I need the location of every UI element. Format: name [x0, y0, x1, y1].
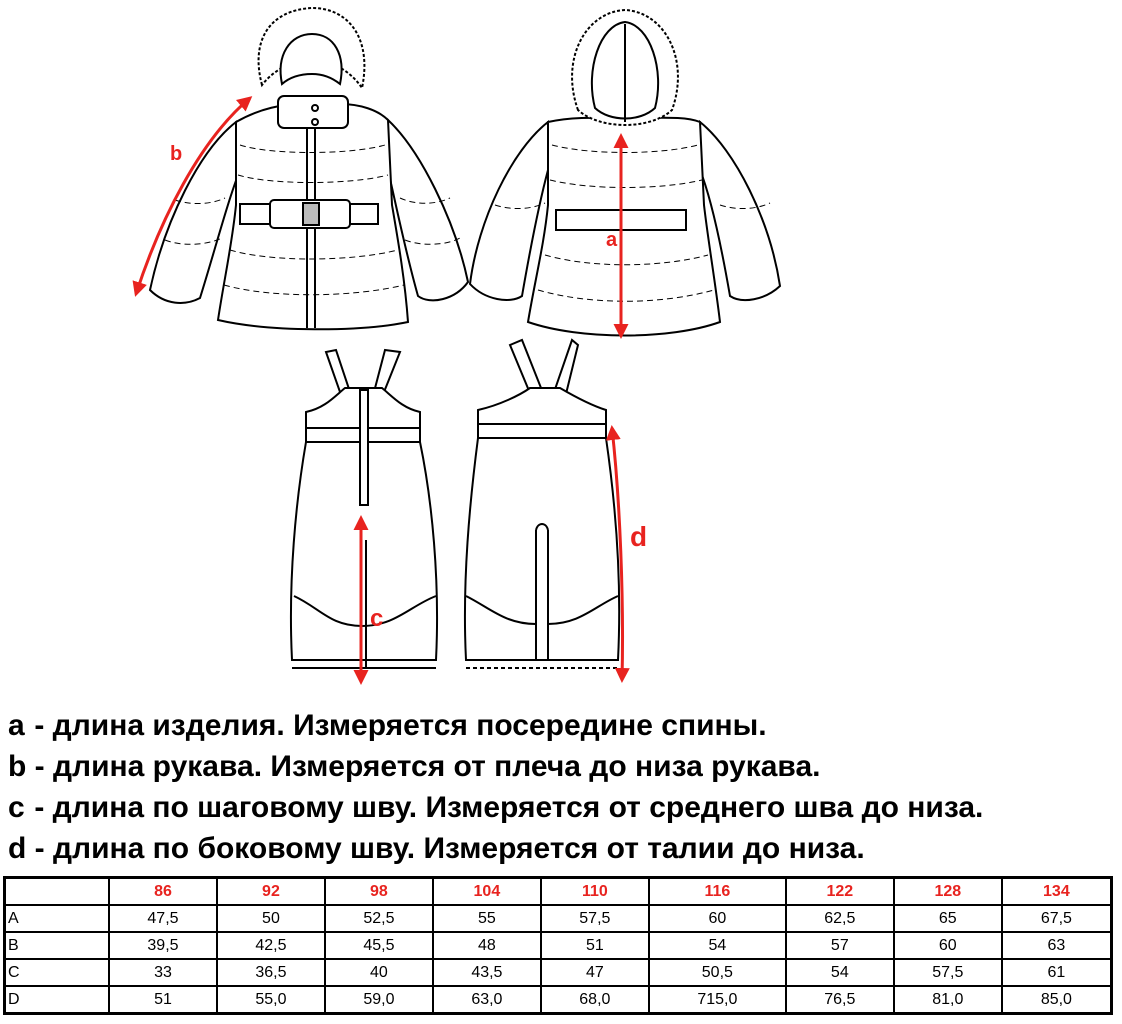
table-cell: 60 [894, 932, 1002, 959]
table-cell: 42,5 [217, 932, 325, 959]
size-header-cell: 116 [649, 878, 786, 906]
table-cell: 61 [1002, 959, 1112, 986]
size-header-cell: 86 [109, 878, 217, 906]
table-cell: 47 [541, 959, 649, 986]
row-label: A [5, 905, 110, 932]
legend-letter: c [8, 791, 25, 824]
table-cell: 51 [109, 986, 217, 1014]
table-cell: 63 [1002, 932, 1112, 959]
table-row [5, 932, 1112, 959]
size-table [3, 876, 1113, 1015]
row-label: D [5, 986, 110, 1014]
table-cell: 715,0 [649, 986, 786, 1014]
size-header-cell: 134 [1002, 878, 1112, 906]
label-d: d [630, 521, 648, 552]
legend-letter: a [8, 709, 25, 742]
table-cell: 63,0 [433, 986, 541, 1014]
table-cell: 43,5 [433, 959, 541, 986]
table-row [5, 959, 1112, 986]
size-header-cell: 104 [433, 878, 541, 906]
table-cell: 62,5 [786, 905, 894, 932]
table-cell: 36,5 [217, 959, 325, 986]
legend-d [8, 828, 1122, 869]
table-cell: 55,0 [217, 986, 325, 1014]
table-cell: 55 [433, 905, 541, 932]
legend-text: - длина по боковому шву. Измеряется от талии до низа. [26, 832, 865, 865]
row-label: C [5, 959, 110, 986]
size-header-cell: 128 [894, 878, 1002, 906]
table-cell: 85,0 [1002, 986, 1112, 1014]
table-cell: 57 [786, 932, 894, 959]
table-cell: 39,5 [109, 932, 217, 959]
size-header-row [5, 878, 1112, 906]
legend-letter: b [8, 750, 27, 783]
legend-text: - длина изделия. Измеряется посередине спины. [26, 709, 767, 742]
legend-letter: d [8, 832, 27, 865]
table-cell: 50,5 [649, 959, 786, 986]
table-cell: 51 [541, 932, 649, 959]
table-cell: 33 [109, 959, 217, 986]
label-a: a [606, 229, 618, 251]
size-header-cell: 92 [217, 878, 325, 906]
legend-c [8, 787, 1122, 828]
legend-text: - длина рукава. Измеряется от плеча до низа рукава. [26, 750, 821, 783]
label-b: b [170, 143, 183, 165]
table-cell: 60 [649, 905, 786, 932]
table-cell: 40 [325, 959, 433, 986]
jacket-back [470, 10, 780, 336]
legend-a [8, 705, 1122, 746]
table-cell: 67,5 [1002, 905, 1112, 932]
table-cell: 48 [433, 932, 541, 959]
table-cell: 50 [217, 905, 325, 932]
table-cell: 68,0 [541, 986, 649, 1014]
label-c: c [370, 605, 384, 632]
overalls-back [465, 340, 619, 668]
size-header-cell: 98 [325, 878, 433, 906]
table-row [5, 986, 1112, 1014]
table-cell: 57,5 [541, 905, 649, 932]
size-header-cell: 110 [541, 878, 649, 906]
table-cell: 52,5 [325, 905, 433, 932]
table-cell: 45,5 [325, 932, 433, 959]
table-row [5, 905, 1112, 932]
row-label: B [5, 932, 110, 959]
table-cell: 54 [649, 932, 786, 959]
overalls-front [291, 350, 437, 668]
table-cell: 65 [894, 905, 1002, 932]
table-cell: 54 [786, 959, 894, 986]
table-cell: 81,0 [894, 986, 1002, 1014]
legend-b [8, 746, 1122, 787]
legend-text: - длина по шаговому шву. Измеряется от среднего шва до низа. [26, 791, 984, 824]
table-cell: 76,5 [786, 986, 894, 1014]
table-cell: 57,5 [894, 959, 1002, 986]
measurement-legend [8, 705, 1122, 869]
table-cell: 47,5 [109, 905, 217, 932]
size-header-cell: 122 [786, 878, 894, 906]
jacket-front [150, 8, 468, 329]
table-cell: 59,0 [325, 986, 433, 1014]
corner-cell [5, 878, 110, 906]
